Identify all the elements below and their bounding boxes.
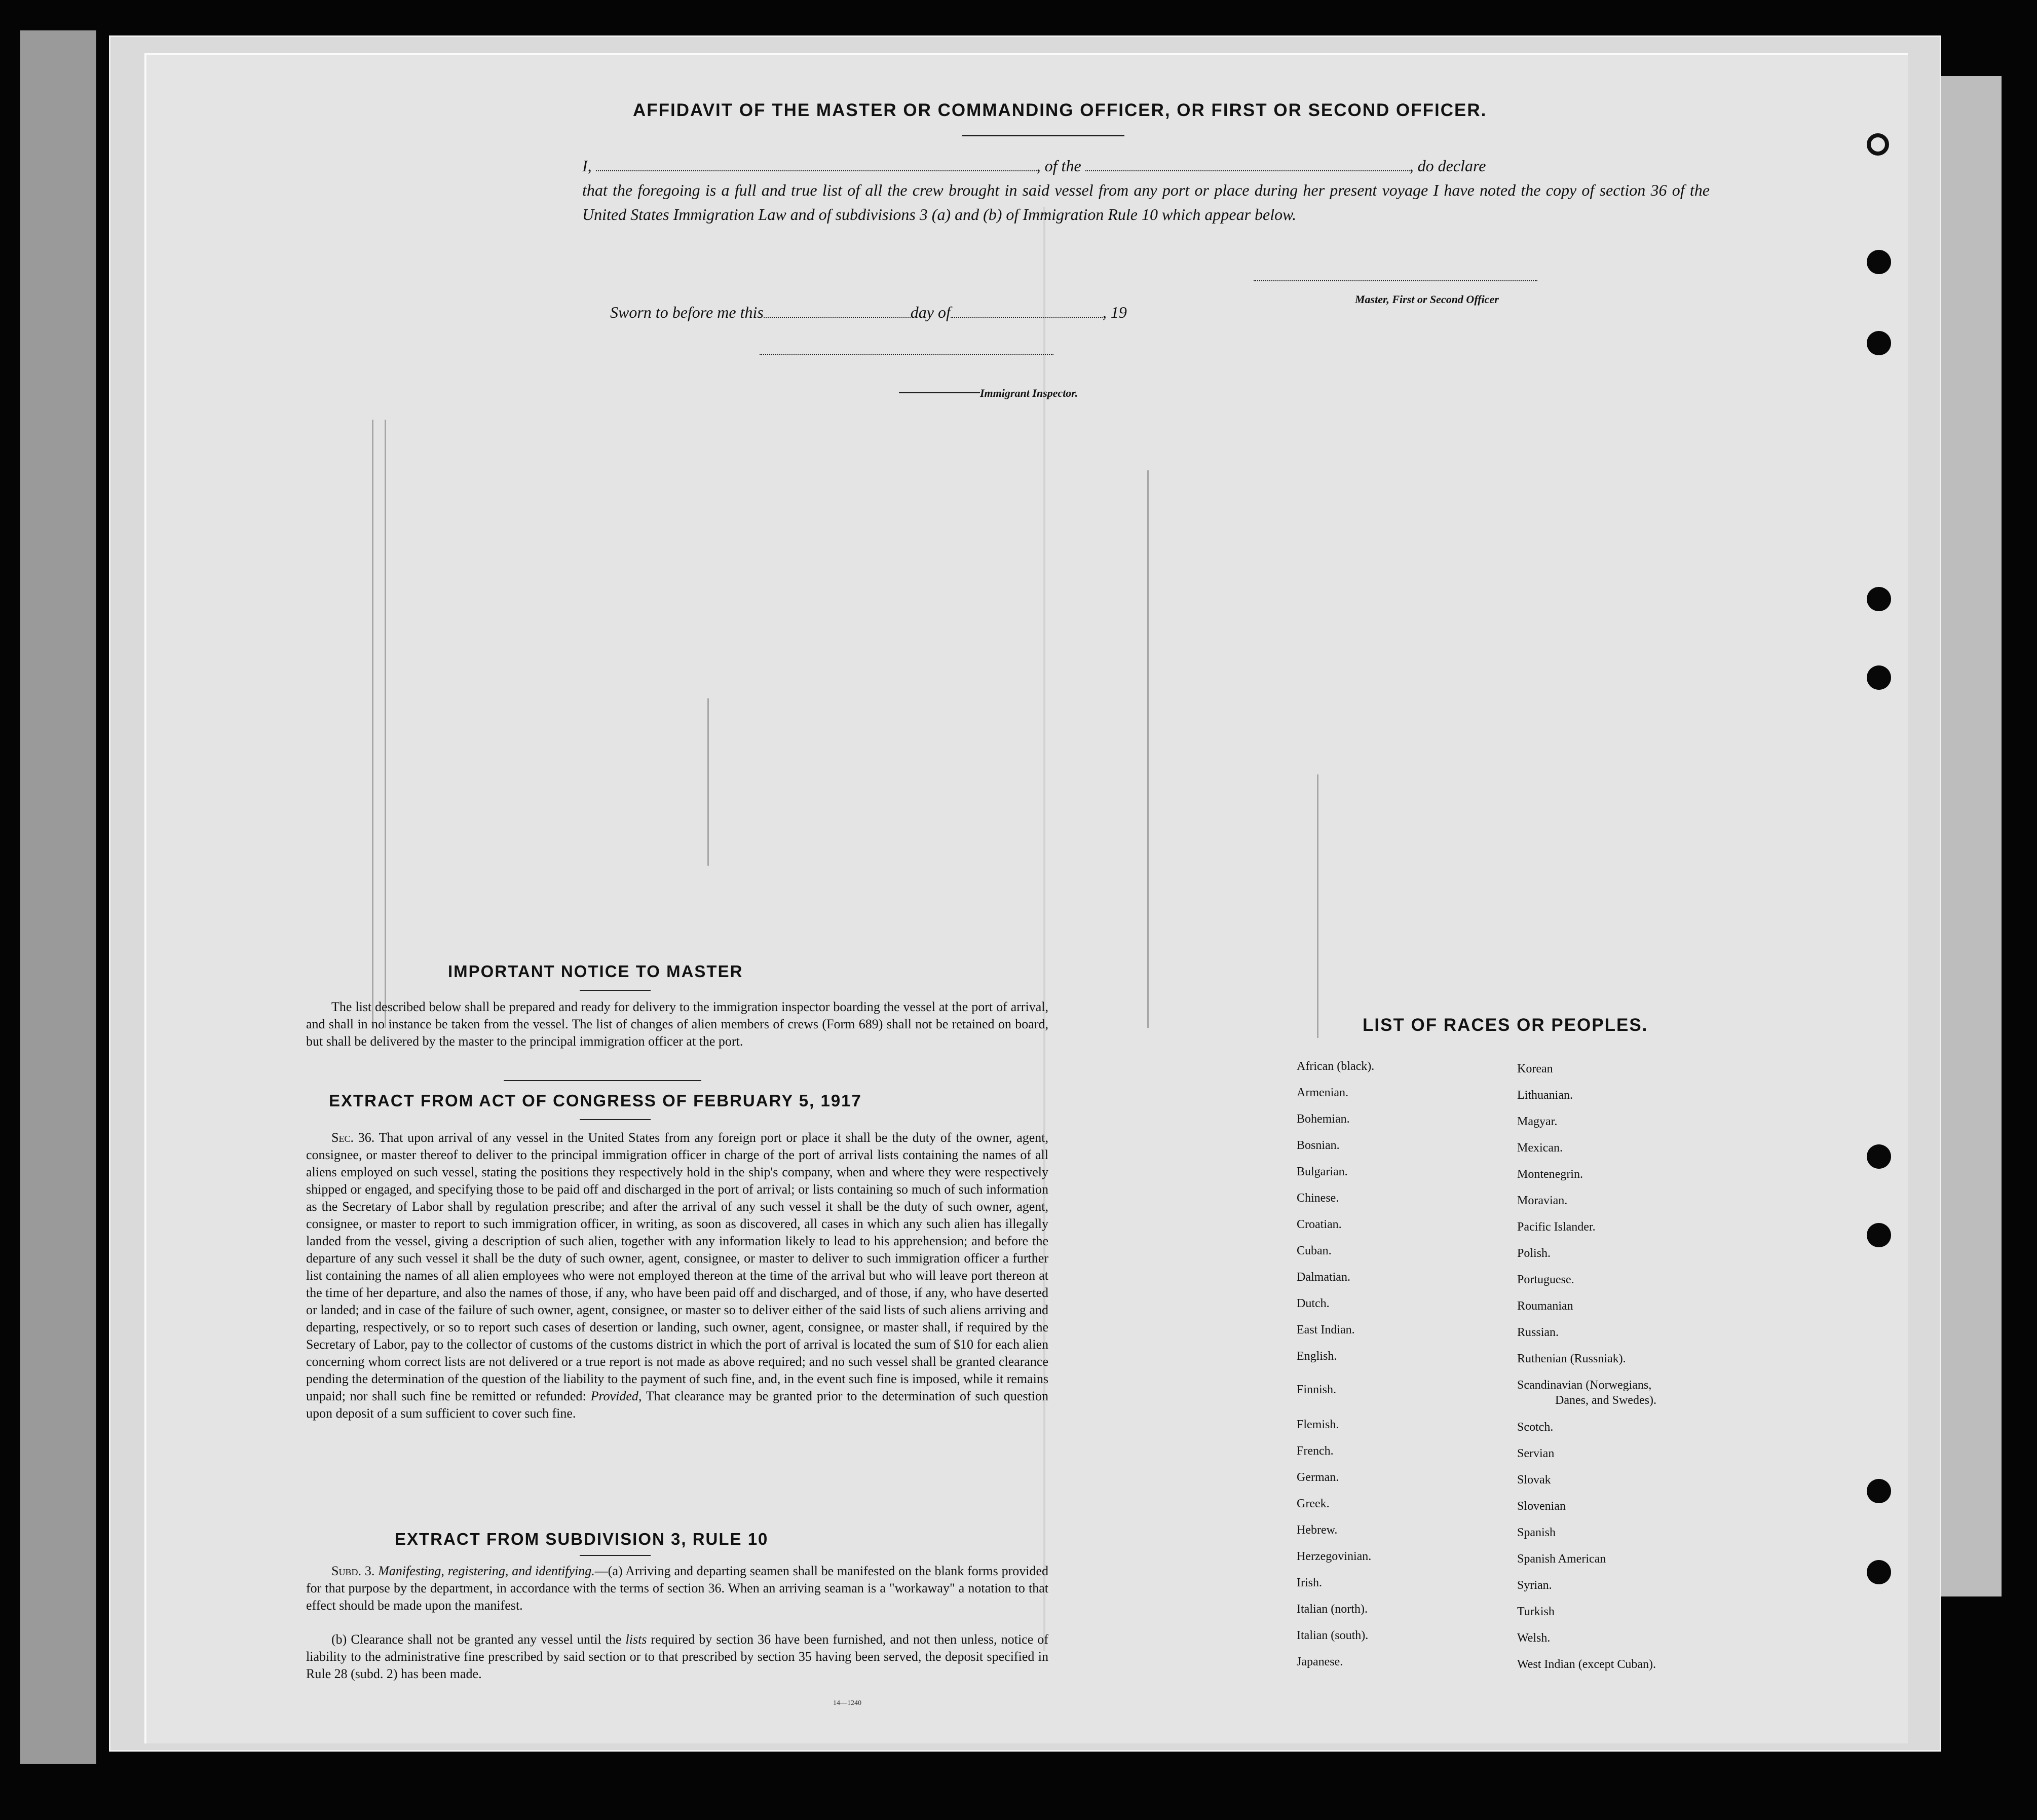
extract-rule-rule bbox=[580, 1555, 651, 1556]
affidavit-title: AFFIDAVIT OF THE MASTER OR COMMANDING OFFICER, OR FIRST OR SECOND OFFICER. bbox=[633, 100, 1487, 120]
race-item: Syrian. bbox=[1517, 1579, 1552, 1592]
affidavit-of-the: , of the bbox=[1036, 157, 1081, 175]
race-item: Armenian. bbox=[1297, 1086, 1348, 1099]
race-item: African (black). bbox=[1297, 1060, 1375, 1073]
sworn-prefix: Sworn to before me this bbox=[610, 303, 764, 321]
race-item: Herzegovinian. bbox=[1297, 1550, 1372, 1563]
race-item: Russian. bbox=[1517, 1326, 1559, 1339]
column-mark bbox=[385, 420, 386, 1028]
race-item: Bosnian. bbox=[1297, 1139, 1340, 1152]
race-item: Mexican. bbox=[1517, 1141, 1563, 1155]
subd-3-a bbox=[306, 1563, 1048, 1614]
subd-3-b bbox=[306, 1631, 1048, 1683]
race-item: Polish. bbox=[1517, 1247, 1551, 1260]
races-title: LIST OF RACES OR PEOPLES. bbox=[1363, 1015, 1648, 1035]
extract-rule-title: EXTRACT FROM SUBDIVISION 3, RULE 10 bbox=[395, 1530, 769, 1548]
affidavit-declaration bbox=[582, 154, 1710, 227]
binder-hole bbox=[1867, 133, 1889, 156]
race-item: Chinese. bbox=[1297, 1192, 1339, 1205]
binder-hole bbox=[1867, 665, 1891, 690]
race-item: Slovenian bbox=[1517, 1500, 1566, 1513]
proviso-text: That clearance may be granted prior to the determination of such question upon deposit of a sum sufficient to cover such fine. bbox=[306, 1389, 1049, 1421]
proviso-label: Provided, bbox=[590, 1389, 642, 1403]
inspector-signature-field[interactable] bbox=[760, 354, 1053, 355]
race-item: West Indian (except Cuban). bbox=[1517, 1658, 1656, 1671]
race-item: Welsh. bbox=[1517, 1631, 1551, 1645]
race-item: French. bbox=[1297, 1444, 1334, 1458]
race-item: German. bbox=[1297, 1471, 1339, 1484]
notice-separator bbox=[504, 1080, 701, 1081]
subd-3-b-lists: lists bbox=[625, 1632, 647, 1647]
affidavit-title-rule bbox=[962, 135, 1124, 136]
affidavit-statement: that the foregoing is a full and true list of all the crew brought in said vessel from any port or place during her present voyage I have noted the copy of section 36 of the United States Immigration Law and of subdivisions 3 (a) and (b) of Immigration Rule 10 which appear below. bbox=[582, 181, 1710, 224]
binder-hole bbox=[1867, 331, 1891, 355]
race-item: Scotch. bbox=[1517, 1421, 1554, 1434]
race-item: Magyar. bbox=[1517, 1115, 1558, 1128]
sworn-year: , 19 bbox=[1102, 303, 1127, 321]
adjacent-page-strip-left bbox=[20, 30, 96, 1764]
binder-hole bbox=[1867, 250, 1891, 274]
extract-act-title: EXTRACT FROM ACT OF CONGRESS OF FEBRUARY 5, 1917 bbox=[329, 1091, 862, 1110]
extract-act-text bbox=[306, 1129, 1048, 1422]
race-item: Portuguese. bbox=[1517, 1273, 1574, 1286]
race-item: Japanese. bbox=[1297, 1655, 1343, 1668]
race-item: Flemish. bbox=[1297, 1418, 1339, 1431]
race-item: Scandinavian (Norwegians, bbox=[1517, 1379, 1652, 1392]
race-item: Moravian. bbox=[1517, 1194, 1568, 1207]
race-item: Korean bbox=[1517, 1062, 1553, 1075]
race-item: Danes, and Swedes). bbox=[1555, 1394, 1656, 1407]
race-item: Ruthenian (Russniak). bbox=[1517, 1352, 1626, 1365]
sworn-month-field[interactable] bbox=[951, 304, 1103, 318]
race-item: Dutch. bbox=[1297, 1297, 1330, 1310]
subd-3-heading: Manifesting, registering, and identifying. bbox=[378, 1564, 595, 1578]
binder-hole bbox=[1867, 1479, 1891, 1503]
affidavit-pronoun: I, bbox=[582, 157, 592, 175]
race-item: Dalmatian. bbox=[1297, 1271, 1350, 1284]
master-name-field[interactable] bbox=[596, 157, 1037, 171]
race-item: Hebrew. bbox=[1297, 1524, 1338, 1537]
vessel-name-field[interactable] bbox=[1085, 157, 1410, 171]
sworn-day-of: day of bbox=[910, 303, 951, 321]
binder-hole bbox=[1867, 1560, 1891, 1584]
subd-3-b-text-1: (b) Clearance shall not be granted any vessel until the bbox=[331, 1632, 622, 1647]
subd-3-b-text-2: required by section 36 have been furnished, and not then unless, notice of liability to the administrative fine prescribed by said section or to that prescribed by section 35 having been served, the deposit specified in Rule 28 (subd. 2) has been made. bbox=[306, 1632, 1049, 1681]
binder-hole bbox=[1867, 1144, 1891, 1169]
race-item: Italian (south). bbox=[1297, 1629, 1369, 1642]
master-signature-caption: Master, First or Second Officer bbox=[1355, 293, 1499, 306]
center-fold bbox=[1043, 207, 1045, 1651]
race-item: Roumanian bbox=[1517, 1299, 1573, 1313]
inspector-caption: Immigrant Inspector. bbox=[980, 387, 1078, 399]
notice-title: IMPORTANT NOTICE TO MASTER bbox=[448, 962, 743, 981]
race-item: East Indian. bbox=[1297, 1323, 1355, 1336]
race-item: Servian bbox=[1517, 1447, 1555, 1460]
race-item: Spanish bbox=[1517, 1526, 1556, 1539]
race-item: Bulgarian. bbox=[1297, 1165, 1348, 1178]
sec-36-body: That upon arrival of any vessel in the United States from any foreign port or place it shall be the duty of the owner, agent, consignee, or master thereof to deliver to the principal immigration officer in charge of the port of arrival lists containing the names of all aliens employed on such vessel, stating the positions they respectively hold in the ship's company, when and where they were respectively shipped or engaged, and specifying those to be paid off and discharged in the port of arrival; or lists containing so much of such information as the Secretary of Labor shall by regulation prescribe; and after the arrival of any such vessel it shall be the duty of such owner, agent, consignee, or master to report to such immigration officer, in writing, as soon as discovered, all cases in which any such alien has illegally landed from the vessel, giving a description of such alien, together with any information likely to lead to his apprehension; and before the departure of any such vessel it shall be the duty of such owner, agent, consignee, or master to deliver to such immigration officer a further list containing the names of all alien employees who were not employed thereon at the time of the arrival but who will leave port thereon at the time of her departure, and also the names of those, if any, who have been paid off and discharged, and of those, if any, who have deserted or landed; and in case of the failure of such owner, agent, consignee, or master so to deliver either of the said lists of such aliens arriving and departing, respectively, or so to report such cases of desertion or landing, such owner, agent, consignee, or master shall, if required by the Secretary of Labor, pay to the collector of customs of the customs district in which the port of arrival is located the sum of $10 for each alien concerning whom correct lists are not delivered or a true report is not made as above required; and no such vessel shall be granted clearance pending the determination of the question of the liability to the payment of such fine, and, in the event such fine is imposed, while it remains unpaid; nor shall such fine be remitted or refunded: bbox=[306, 1130, 1049, 1403]
column-mark bbox=[1147, 470, 1149, 1028]
affidavit-first-line bbox=[582, 154, 1710, 178]
race-item: Slovak bbox=[1517, 1473, 1551, 1487]
sec-36-label: Sec. 36. bbox=[331, 1130, 375, 1145]
subd-3-label: Subd. 3. bbox=[331, 1564, 375, 1578]
race-item: Turkish bbox=[1517, 1605, 1555, 1618]
race-item: Bohemian. bbox=[1297, 1112, 1350, 1126]
affidavit-do-declare: , do declare bbox=[1409, 157, 1486, 175]
sworn-day-field[interactable] bbox=[764, 304, 911, 318]
race-item: Finnish. bbox=[1297, 1383, 1337, 1396]
binder-hole bbox=[1867, 1223, 1891, 1247]
form-number: 14—1240 bbox=[833, 1699, 861, 1707]
race-item: Cuban. bbox=[1297, 1244, 1332, 1257]
column-mark bbox=[707, 698, 709, 866]
binder-hole bbox=[1867, 587, 1891, 611]
column-mark bbox=[1317, 774, 1318, 1038]
subd-3-text: —(a) Arriving and departing seamen shall be manifested on the blank forms provided for that purpose by the department, in accordance with the terms of section 36. When an arriving seaman is a "workaway" a notation to that effect should be made upon the manifest. bbox=[306, 1564, 1048, 1613]
race-item: Lithuanian. bbox=[1517, 1089, 1573, 1102]
document-sheet bbox=[144, 53, 1908, 1743]
sworn-statement bbox=[610, 303, 1127, 322]
notice-text: The list described below shall be prepared and ready for delivery to the immigration inspector boarding the vessel at the port of arrival, and shall in no instance be taken from the vessel. The list of changes of alien members of crews (Form 689) shall not be retained on board, but shall be delivered by the master to the principal immigration officer at the port. bbox=[306, 999, 1048, 1049]
notice-title-rule bbox=[580, 990, 651, 991]
master-signature-field[interactable] bbox=[1254, 280, 1537, 281]
race-item: Irish. bbox=[1297, 1576, 1322, 1589]
race-item: English. bbox=[1297, 1350, 1337, 1363]
race-item: Pacific Islander. bbox=[1517, 1220, 1596, 1234]
race-item: Montenegrin. bbox=[1517, 1168, 1583, 1181]
extract-act-rule bbox=[580, 1119, 651, 1120]
race-item: Croatian. bbox=[1297, 1218, 1342, 1231]
inspector-name-field[interactable] bbox=[899, 392, 980, 393]
race-item: Spanish American bbox=[1517, 1552, 1606, 1566]
race-item: Greek. bbox=[1297, 1497, 1330, 1510]
race-item: Italian (north). bbox=[1297, 1603, 1368, 1616]
column-mark bbox=[372, 420, 373, 1028]
